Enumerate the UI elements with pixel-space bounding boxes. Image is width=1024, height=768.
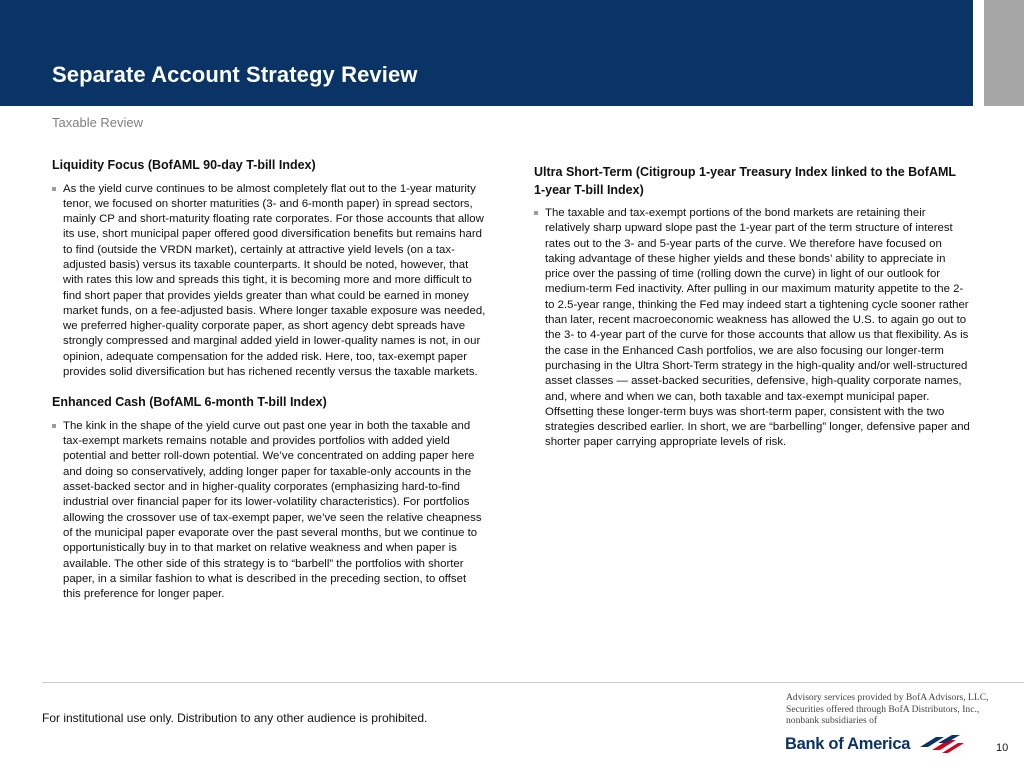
bullet-text: As the yield curve continues to be almost completely flat out to the 1-year maturity tenor, we focused on shorter maturities (3- and 6-month paper) in spread sectors, mainly CP and short-maturity floating rate corporates. For those accounts that allow its use, short municipal paper offered good diversification benefits but remains hard to find (outside the VRDN market), certainly at attractive yield levels (on a tax-adjusted basis) versus its taxable counterparts. It should be noted, however, that with rates this low and spreads this tight, it is becoming more and more difficult to find short paper that provides yields greater than what could be earned in money market funds, on a fee-adjusted basis. Where longer taxable exposure was needed, we preferred higher-quality corporate paper, as short agency debt spreads have strongly compressed and marginal added yield in lower-quality names is not, in our opinion, adequate compensation for the added risk. Here, too, tax-exempt paper provides solid diversification but has richened recently versus the taxable markets. (63, 182, 486, 379)
advisory-note (786, 692, 996, 727)
left-column (52, 157, 486, 616)
slide-title: Separate Account Strategy Review (52, 62, 418, 87)
bullet-item (52, 182, 486, 381)
bullet-square-icon (52, 424, 56, 428)
bullet-square-icon (52, 187, 56, 191)
bullet-square-icon (534, 211, 538, 215)
side-tab (984, 0, 1024, 106)
bank-of-america-logo (785, 733, 965, 759)
bullet-text: The taxable and tax-exempt portions of the bond markets are retaining their relatively sharp upward slope past the 1-year part of the term structure of interest rates out to the 3- and 5-year parts of the curve. We therefore have focused on taking advantage of these higher yields and these bonds’ ability to appreciate in price over the passing of time (rolling down the curve) in light of our outlook for medium-term Fed inactivity. After pulling in our maximum maturity appetite to the 2- to 2.5-year range, thinking the Fed may indeed start a tightening cycle sooner rather than later, recent macroeconomic weakness has allowed the U.S. to again go out to the 3- to 4-year part of the curve for those accounts that allow us that flexibility. As is the case in the Enhanced Cash portfolios, we are also focusing our longer-term purchasing in the Ultra Short-Term strategy in the high-quality and/or well-structured asset classes — asset-backed securities, defensive, high-quality corporate names, and, where and when we can, both taxable and tax-exempt municipal paper. Offsetting these longer-term buys was short-term paper, consistent with the two strategies described earlier. In short, we are “barbelling” longer, defensive paper and shorter paper carrying appropriate levels of risk. (545, 207, 970, 449)
section-heading: Enhanced Cash (BofAML 6-month T-bill Index) (52, 395, 327, 410)
disclaimer: For institutional use only. Distribution to any other audience is prohibited. (42, 711, 428, 725)
slide-subtitle: Taxable Review (52, 115, 144, 130)
flag-icon (918, 733, 964, 755)
footer-divider (42, 682, 1024, 683)
header-band (0, 0, 973, 106)
advisory-line: Securities offered through BofA Distributors, Inc., (786, 703, 980, 715)
logo-wordmark: Bank of America (785, 735, 911, 753)
section-ultra-short-term (534, 164, 970, 451)
advisory-line: nonbank subsidiaries of (786, 715, 878, 726)
advisory-line: Advisory services provided by BofA Advisors, LLC, (786, 692, 989, 703)
section-heading: Liquidity Focus (BofAML 90-day T-bill Index) (52, 158, 316, 172)
page-number: 10 (996, 742, 1009, 754)
bullet-item (534, 206, 970, 451)
section-enhanced-cash (52, 394, 486, 602)
right-column (534, 164, 970, 465)
section-heading: Ultra Short-Term (Citigroup 1-year Treasury Index linked to the BofAML 1-year T-bill Index) (534, 165, 956, 197)
bullet-item (52, 419, 486, 603)
bullet-text: The kink in the shape of the yield curve out past one year in both the taxable and tax-exempt markets remains notable and provides portfolios with added yield potential and better roll-down potential. We’ve concentrated on adding paper here and doing so conservatively, adding longer paper for taxable-only accounts in the asset-backed sector and in higher-quality corporates (emphasizing hard-to-find industrial over financial paper for its lower-volatility characteristics). For portfolios allowing the crossover use of tax-exempt paper, we’ve seen the relative cheapness of the municipal paper evaporate over the past several months, but we continue to opportunistically buy in to that market on relative weakness and when paper is available. The other side of this strategy is to “barbell” the portfolios with shorter paper, in a similar fashion to what is described in the preceding section, to offset this preference for longer paper. (63, 419, 482, 601)
section-liquidity-focus (52, 157, 486, 380)
